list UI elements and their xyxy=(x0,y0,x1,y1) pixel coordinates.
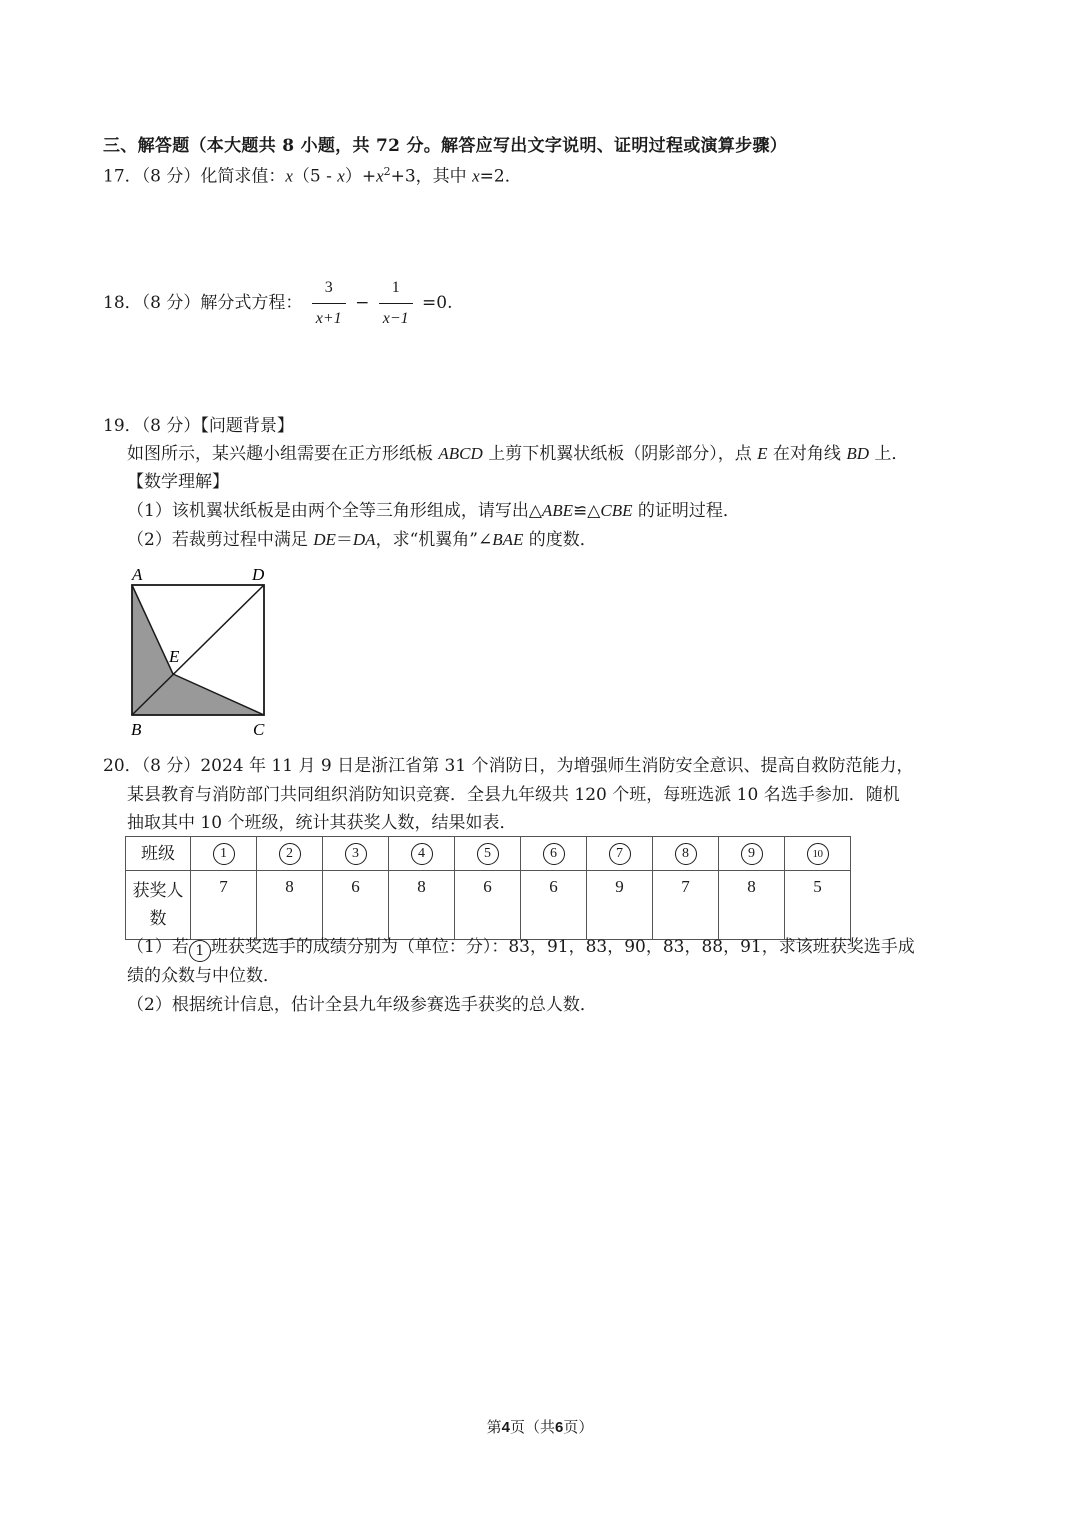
table-cell: 8 xyxy=(257,871,323,940)
table-cell: 7 xyxy=(653,871,719,940)
class-number: 8 xyxy=(675,843,697,865)
table-cell: 8 xyxy=(719,871,785,940)
fraction-2 xyxy=(379,276,413,331)
q20-part-2: （2）根据统计信息，估计全县九年级参赛选手获奖的总人数． xyxy=(127,995,597,1015)
question-17 xyxy=(103,160,522,189)
q20-text: （1）若 xyxy=(127,937,189,957)
table-cell xyxy=(521,837,587,871)
q19-part-1 xyxy=(127,499,740,523)
header-text: 数 xyxy=(149,909,167,928)
award-table xyxy=(125,836,851,940)
q19-text: 的证明过程． xyxy=(632,501,740,521)
q19-var: BAE xyxy=(492,530,524,549)
class-number: 1 xyxy=(213,843,235,865)
class-number: 7 xyxy=(609,843,631,865)
q19-understanding: 【数学理解】 xyxy=(127,472,229,492)
table-cell xyxy=(653,837,719,871)
q17-expr: +3，其中 xyxy=(390,166,473,187)
q19-var: DA xyxy=(352,530,376,549)
q19-text: 上． xyxy=(868,444,909,464)
header-text: 获奖人 xyxy=(132,881,184,900)
q17-expr: =2． xyxy=(479,166,522,187)
q19-background-text xyxy=(127,442,908,466)
q19-var: ABE xyxy=(541,501,574,520)
footer-text: 页） xyxy=(563,1418,594,1436)
q17-var: x xyxy=(337,166,345,186)
question-18 xyxy=(103,276,453,331)
table-cell: 6 xyxy=(455,871,521,940)
table-cell: 5 xyxy=(785,871,851,940)
q19-header: 19．（8 分）【问题背景】 xyxy=(103,416,294,436)
q18-prefix: 18．（8 分）解分式方程： xyxy=(103,293,303,313)
table-cell xyxy=(587,837,653,871)
table-cell: 7 xyxy=(191,871,257,940)
page-total: 6 xyxy=(555,1419,564,1436)
q17-expr: （5 - xyxy=(292,166,338,187)
class-number: 9 xyxy=(741,843,763,865)
q19-text: （2）若裁剪过程中满足 xyxy=(127,530,314,550)
table-cell xyxy=(389,837,455,871)
footer-text: 页（共 xyxy=(509,1418,555,1436)
q19-text: 在对角线 xyxy=(767,444,847,464)
q19-text: 的度数． xyxy=(523,530,597,550)
q17-var: x xyxy=(472,166,480,186)
q19-part-2 xyxy=(127,528,597,552)
label-e: E xyxy=(169,647,180,666)
section-title: 三、解答题（本大题共 8 小题，共 72 分。解答应写出文字说明、证明过程或演算步骤） xyxy=(103,136,788,156)
table-cell xyxy=(191,837,257,871)
q19-var: DE xyxy=(313,530,336,549)
q19-text: （1）该机翼状纸板是由两个全等三角形组成，请写出△ xyxy=(127,501,542,521)
q17-expr: ）+ xyxy=(344,166,377,187)
table-row xyxy=(126,871,851,940)
q19-text: ，求“机翼角”∠ xyxy=(375,530,493,550)
q19-text: 上剪下机翼状纸板（阴影部分），点 xyxy=(482,444,758,464)
label-b: B xyxy=(131,720,142,739)
table-cell: 6 xyxy=(323,871,389,940)
page-number: 4 xyxy=(501,1419,510,1436)
table-cell xyxy=(257,837,323,871)
table-cell xyxy=(455,837,521,871)
table-row xyxy=(126,837,851,871)
fraction-1 xyxy=(312,276,346,331)
fraction-2-numerator: 1 xyxy=(379,276,413,304)
q20-line-1: 20．（8 分）2024 年 11 月 9 日是浙江省第 31 个消防日，为增强师生消防安全意识、提高自救防范能力， xyxy=(103,756,914,776)
q20-text: 班获奖选手的成绩分别为（单位：分）：83，91，83，90，83，88，91，求该班获奖选手成 xyxy=(210,937,915,957)
q17-var: x xyxy=(285,166,293,186)
fraction-2-denominator: x−1 xyxy=(382,310,409,327)
footer-text: 第 xyxy=(486,1418,502,1436)
class-number: 10 xyxy=(807,843,829,865)
table-header-class: 班级 xyxy=(126,837,191,871)
table-cell xyxy=(785,837,851,871)
q20-part-1 xyxy=(127,935,915,962)
class-number: 1 xyxy=(189,940,211,962)
class-number: 2 xyxy=(279,843,301,865)
table-cell: 8 xyxy=(389,871,455,940)
table-cell: 9 xyxy=(587,871,653,940)
q19-var: E xyxy=(757,444,768,463)
fraction-1-denominator: x+1 xyxy=(315,310,342,327)
label-a: A xyxy=(132,565,143,584)
table-cell xyxy=(323,837,389,871)
minus-sign: − xyxy=(355,293,370,313)
table-header-winners xyxy=(126,871,191,940)
label-c: C xyxy=(253,720,265,739)
q19-text: 如图所示，某兴趣小组需要在正方形纸板 xyxy=(127,444,439,464)
q17-exponent: 2 xyxy=(383,165,391,178)
q20-line-2: 某县教育与消防部门共同组织消防知识竞赛．全县九年级共 120 个班，每班选派 10 名选手参加．随机 xyxy=(127,785,900,805)
q20-line-3: 抽取其中 10 个班级，统计其获奖人数，结果如表． xyxy=(127,813,517,833)
class-number: 3 xyxy=(345,843,367,865)
fraction-1-numerator: 3 xyxy=(312,276,346,304)
table-cell: 6 xyxy=(521,871,587,940)
q18-suffix: =0. xyxy=(422,293,453,313)
q19-var: BD xyxy=(846,444,869,463)
q19-text: ≌△ xyxy=(573,501,601,521)
q19-var: CBE xyxy=(600,501,633,520)
class-number: 6 xyxy=(543,843,565,865)
q17-prefix: 17．（8 分）化简求值： xyxy=(103,166,286,187)
table-cell xyxy=(719,837,785,871)
q19-var: ABCD xyxy=(438,444,483,463)
q17-var: x xyxy=(376,166,384,186)
q20-part-1-cont: 绩的众数与中位数． xyxy=(127,966,280,986)
class-number: 5 xyxy=(477,843,499,865)
label-d: D xyxy=(252,565,265,584)
class-number: 4 xyxy=(411,843,433,865)
square-figure xyxy=(120,560,280,745)
page-footer xyxy=(0,1416,1080,1437)
q19-text: ＝ xyxy=(335,530,353,550)
